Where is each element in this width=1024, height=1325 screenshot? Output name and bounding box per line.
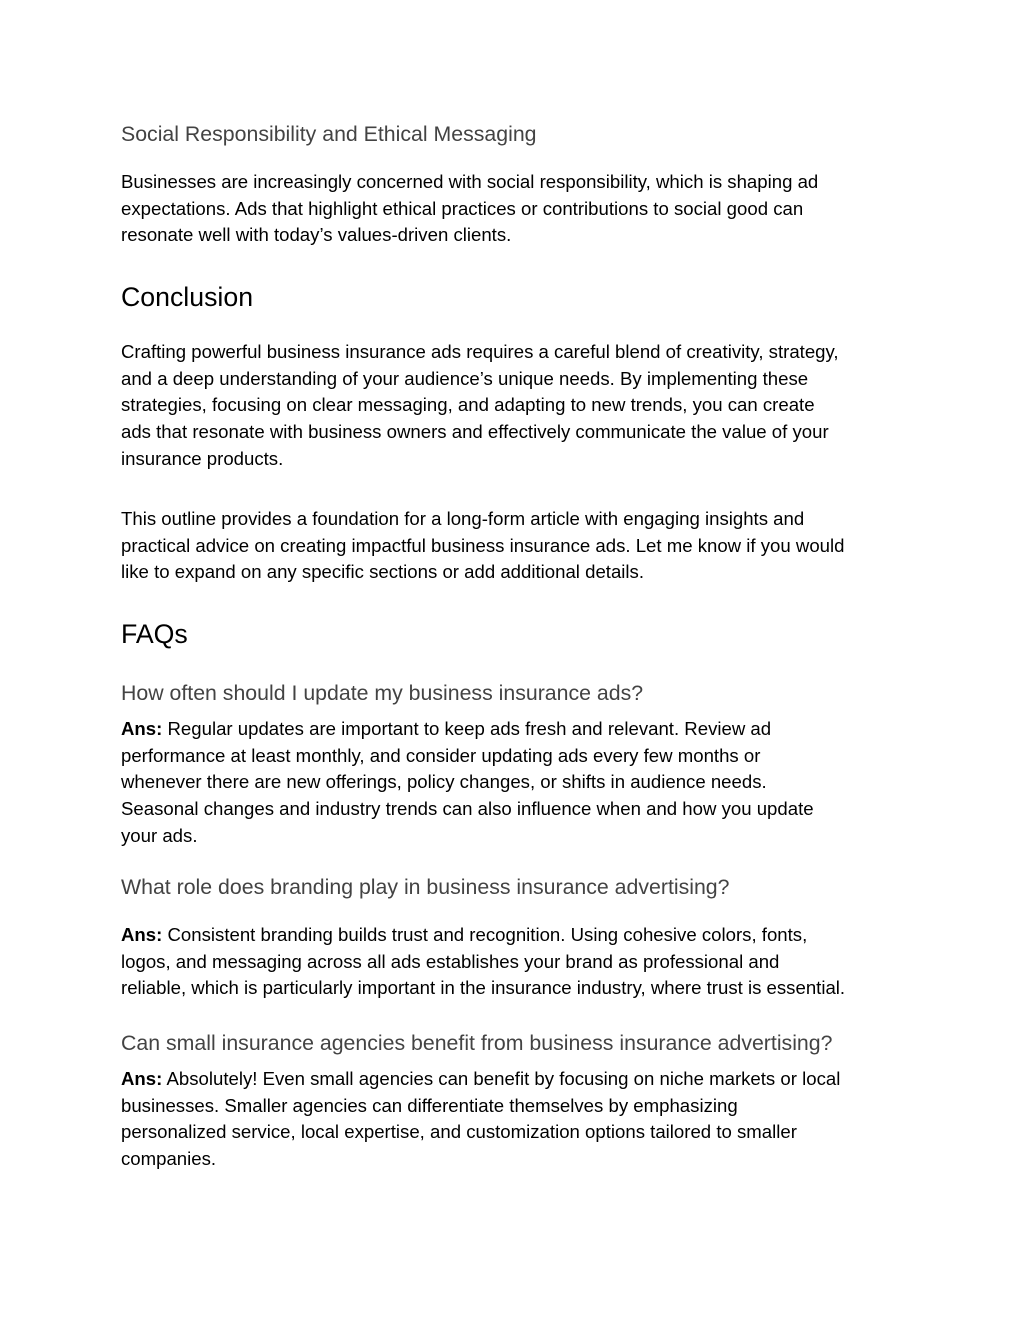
paragraph-line: ads that resonate with business owners and effectively communicate the value of your xyxy=(121,421,829,443)
paragraph-line: whenever there are new offerings, policy changes, or shifts in audience needs. xyxy=(121,771,767,793)
paragraph-line: and a deep understanding of your audience’s unique needs. By implementing these xyxy=(121,367,809,389)
conclusion-paragraph-2 xyxy=(121,506,911,586)
paragraph-line: companies. xyxy=(121,1148,217,1170)
answer-text: Consistent branding builds trust and recognition. Using cohesive colors, fonts, xyxy=(162,924,808,945)
conclusion-paragraph-1 xyxy=(121,339,911,473)
faq-question-3: Can small insurance agencies benefit from business insurance advertising? xyxy=(121,1031,833,1055)
paragraph-line: Crafting powerful business insurance ads requires a careful blend of creativity, strategy, xyxy=(121,341,839,362)
paragraph-line: practical advice on creating impactful business insurance ads. Let me know if you would xyxy=(121,534,845,556)
section-heading-faqs: FAQs xyxy=(121,619,188,649)
paragraph-line: Businesses are increasingly concerned with social responsibility, which is shaping ad xyxy=(121,171,819,192)
paragraph-line: expectations. Ads that highlight ethical practices or contributions to social good can xyxy=(121,197,804,219)
section-heading-conclusion: Conclusion xyxy=(121,282,254,312)
paragraph-line: your ads. xyxy=(121,824,198,846)
paragraph-line: logos, and messaging across all ads establishes your brand as professional and xyxy=(121,950,780,972)
faq-answer-3 xyxy=(121,1066,911,1173)
answer-label: Ans: xyxy=(121,718,163,739)
answer-label: Ans: xyxy=(121,1068,163,1089)
faq-question-2: What role does branding play in business insurance advertising? xyxy=(121,875,730,899)
paragraph-line xyxy=(121,716,911,743)
paragraph-line: insurance products. xyxy=(121,447,284,469)
faq-answer-2 xyxy=(121,922,911,1002)
answer-text: Absolutely! Even small agencies can benefit by focusing on niche markets or local xyxy=(162,1068,841,1089)
answer-text: Regular updates are important to keep ads fresh and relevant. Review ad xyxy=(162,718,772,739)
paragraph-line: performance at least monthly, and consider updating ads every few months or xyxy=(121,744,761,766)
faq-question-1: How often should I update my business insurance ads? xyxy=(121,681,644,705)
section-heading-social-responsibility: Social Responsibility and Ethical Messaging xyxy=(121,122,537,146)
answer-label: Ans: xyxy=(121,924,163,945)
paragraph-line: reliable, which is particularly important in the insurance industry, where trust is essential. xyxy=(121,977,846,999)
paragraph-line: like to expand on any specific sections or add additional details. xyxy=(121,561,645,583)
paragraph-line: This outline provides a foundation for a long-form article with engaging insights and xyxy=(121,508,805,529)
faq-answer-1 xyxy=(121,716,911,850)
paragraph-line: businesses. Smaller agencies can differentiate themselves by emphasizing xyxy=(121,1094,738,1116)
paragraph-line xyxy=(121,1066,911,1093)
social-responsibility-paragraph xyxy=(121,169,911,249)
paragraph-line: strategies, focusing on clear messaging, and adapting to new trends, you can create xyxy=(121,394,815,416)
paragraph-line: personalized service, local expertise, and customization options tailored to smaller xyxy=(121,1121,797,1143)
paragraph-line xyxy=(121,922,911,949)
paragraph-line: resonate well with today’s values-driven clients. xyxy=(121,224,512,246)
paragraph-line: Seasonal changes and industry trends can also influence when and how you update xyxy=(121,798,814,820)
